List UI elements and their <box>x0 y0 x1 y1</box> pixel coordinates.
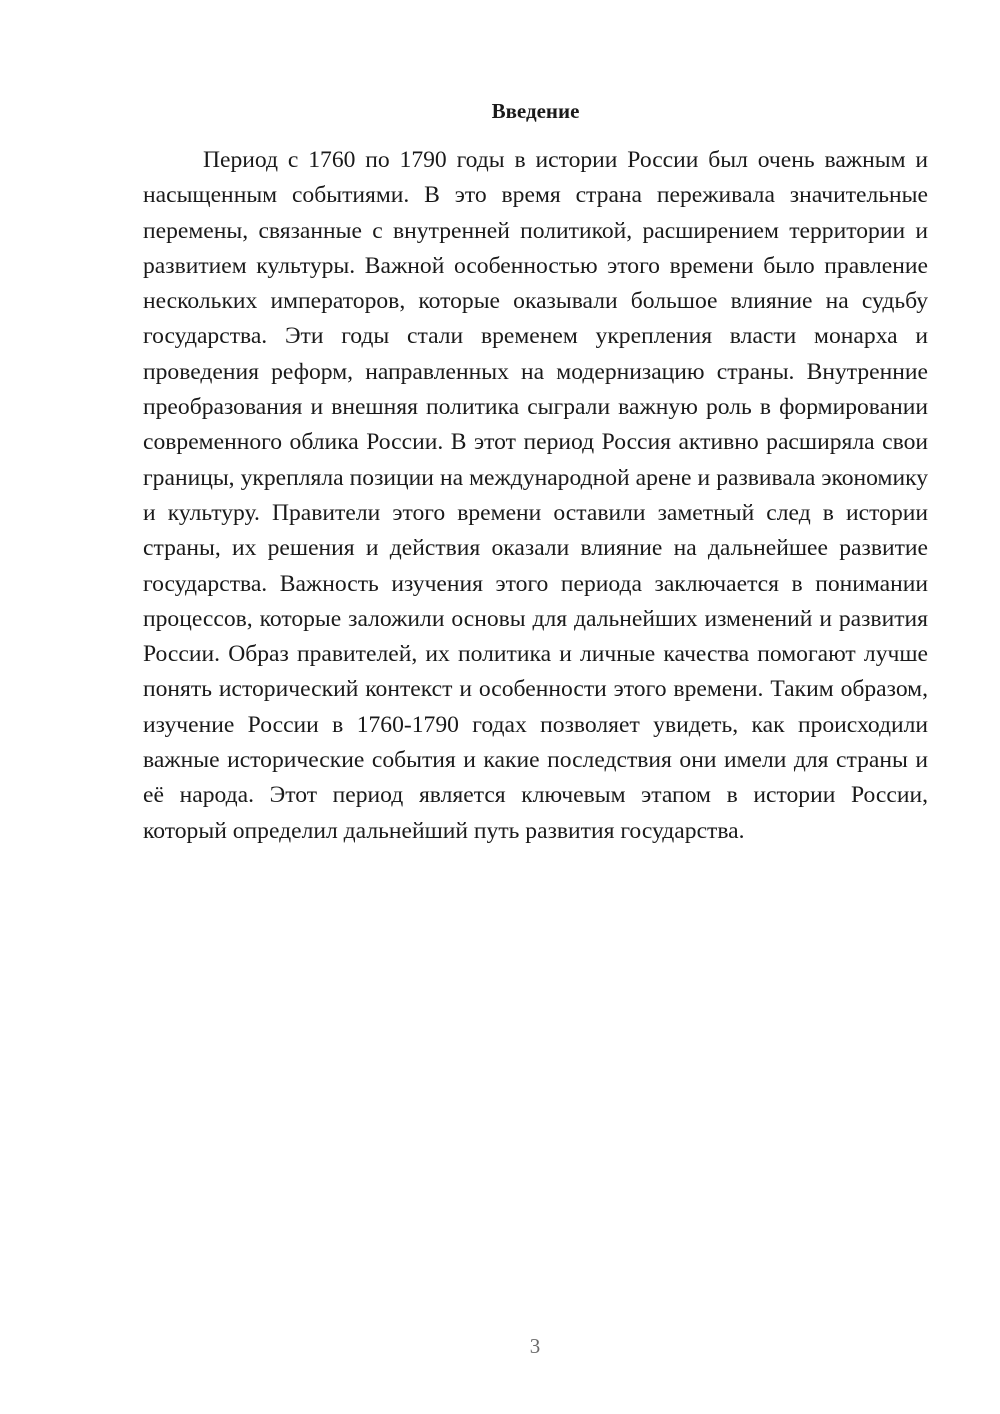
page-heading: Введение <box>491 99 580 123</box>
body-paragraph: Период с 1760 по 1790 годы в истории России был очень важным и насыщенным событиями. В это время страна переживала значительные перемены, связанные с внутренней политикой, расширением территории и развитием культуры. Важной особенностью этого времени было правление нескольких императоров, которые оказывали большое влияние на судьбу государства. Эти годы стали временем укрепления власти монарха и проведения реформ, направленных на модернизацию страны. Внутренние преобразования и внешняя политика сыграли важную роль в формировании современного облика России. В этот период Россия активно расширяла свои границы, укрепляла позиции на международной арене и развивала экономику и культуру. Правители этого времени оставили заметный след в истории страны, их решения и действия оказали влияние на дальнейшее развитие государства. Важность изучения этого периода заключается в понимании процессов, которые заложили основы для дальнейших изменений и развития России. Образ правителей, их политика и личные качества помогают лучше понять исторический контекст и особенности этого времени. Таким образом, изучение России в 1760-1790 годах позволяет увидеть, как происходили важные исторические события и какие последствия они имели для страны и её народа. Этот период является ключевым этапом в истории России, который определил дальнейший путь развития государства. <box>143 147 928 844</box>
page-number: 3 <box>529 1334 541 1358</box>
